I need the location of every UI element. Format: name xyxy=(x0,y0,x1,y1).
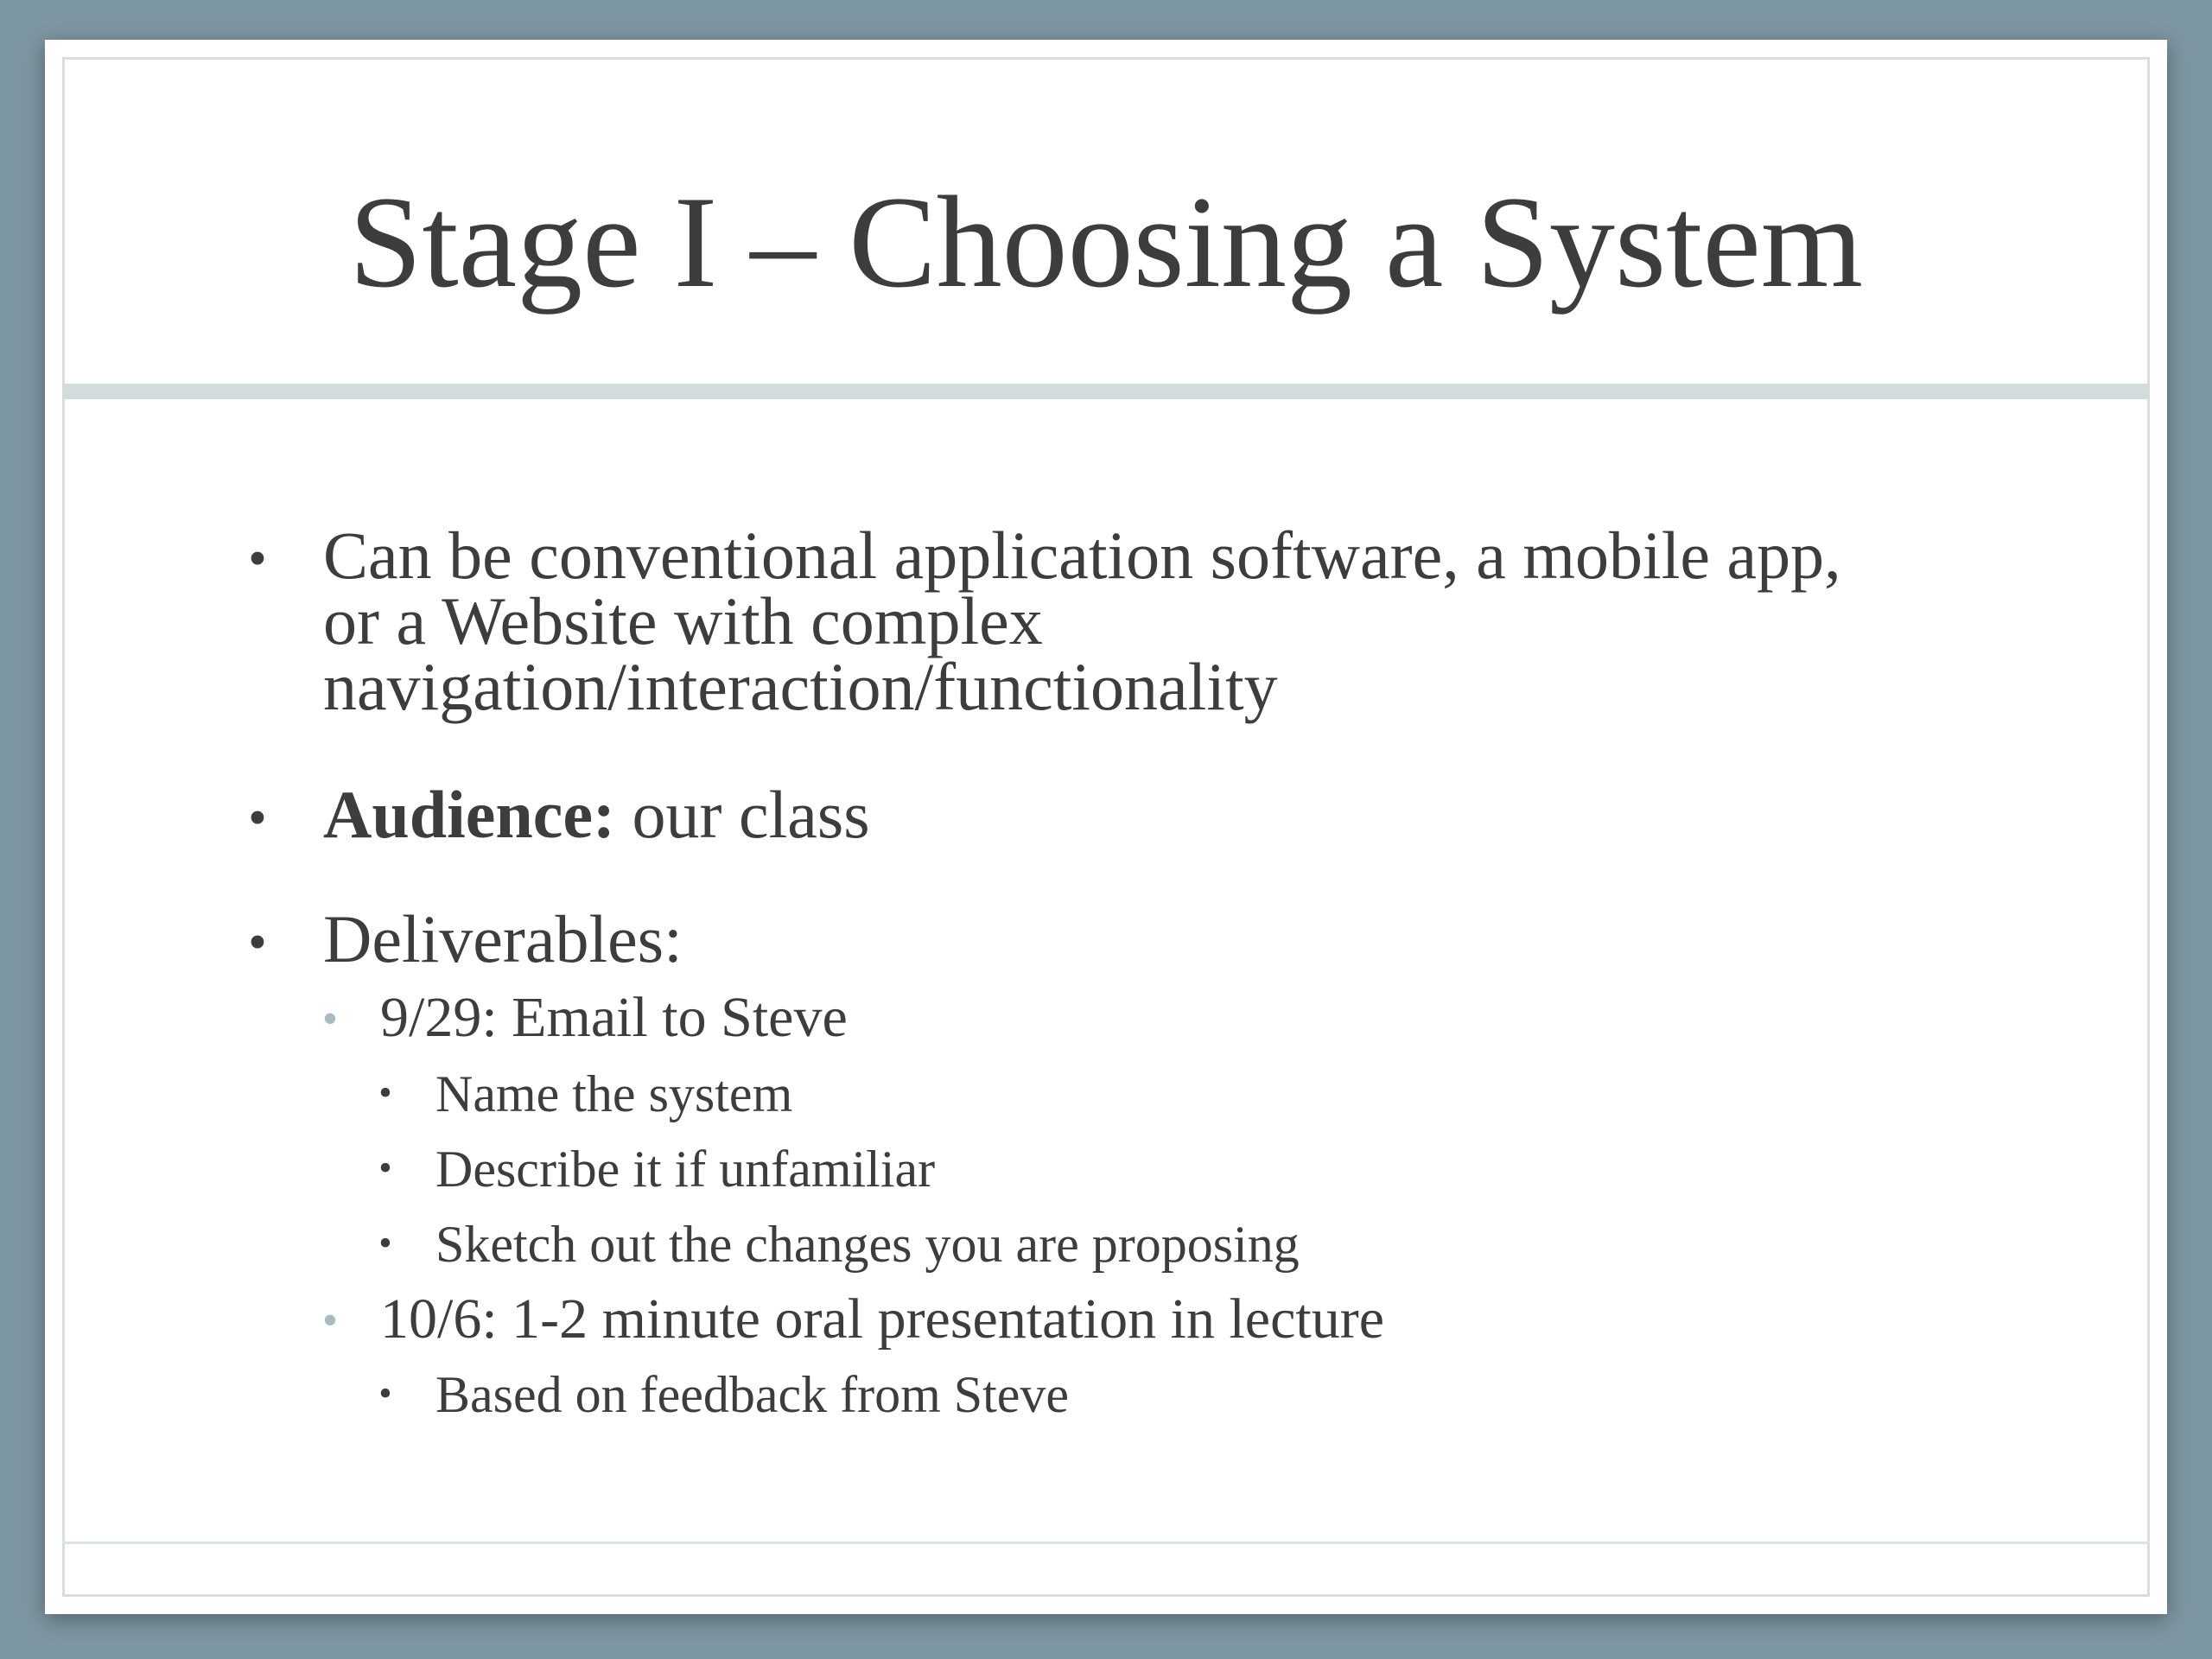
bullet-text-line: Can be conventional application software, a mobile app, xyxy=(323,518,1841,593)
sub-sub-bullet-text: Describe it if unfamiliar xyxy=(435,1141,936,1198)
bullet-text: Deliverables: xyxy=(323,901,683,976)
slide-body xyxy=(45,40,2167,1614)
sub-bullet-text: 10/6: 1-2 minute oral presentation in lecture xyxy=(380,1287,1384,1351)
bullet-text-line: navigation/interaction/functionality xyxy=(323,649,1278,724)
sub-sub-bullet-dot: • xyxy=(378,1147,392,1189)
bullet-dot: • xyxy=(248,913,267,972)
sub-bullet-text: 9/29: Email to Steve xyxy=(380,986,848,1049)
sub-sub-bullet-text: Based on feedback from Steve xyxy=(435,1366,1070,1423)
sub-bullet-dot: • xyxy=(321,1296,339,1345)
bullet-dot: • xyxy=(248,530,267,588)
bullet-text-line: or a Website with complex xyxy=(323,583,1043,658)
sub-sub-bullet-text: Sketch out the changes you are proposing xyxy=(435,1216,1300,1273)
slide xyxy=(45,40,2167,1614)
slide-title: Stage I – Choosing a System xyxy=(348,169,1864,315)
sub-bullet-dot: • xyxy=(321,995,339,1044)
sub-sub-bullet-dot: • xyxy=(378,1071,392,1114)
sub-sub-bullet-dot: • xyxy=(378,1222,392,1264)
sub-sub-bullet-dot: • xyxy=(378,1372,392,1414)
sub-sub-bullet-text: Name the system xyxy=(435,1065,793,1122)
audience-label: Audience: xyxy=(323,777,615,852)
bullet-text xyxy=(323,777,870,852)
bullet-dot: • xyxy=(248,789,267,848)
audience-value: our class xyxy=(614,777,870,852)
